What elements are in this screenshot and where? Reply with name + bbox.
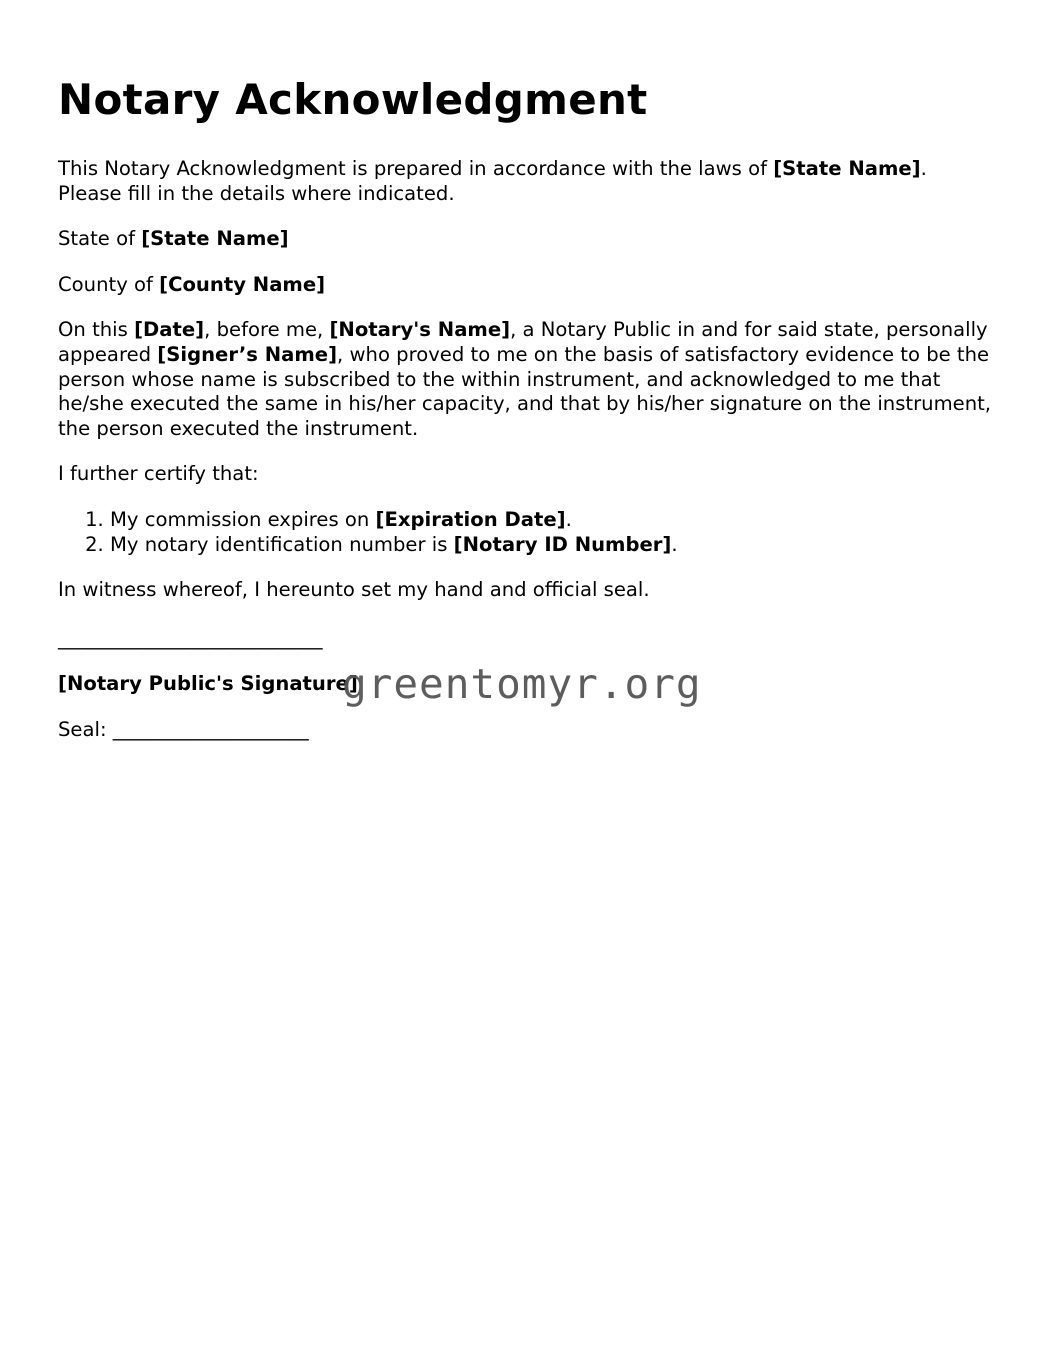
signature-line: ___________________________	[58, 626, 323, 650]
witness-statement: In witness whereof, I hereunto set my hand and official seal.	[58, 578, 650, 602]
acknowledgment-paragraph: On this [Date], before me, [Notary's Name], a Notary Public in and for said state, personally appeared [Signer’s Name], who proved to me on the basis of satisfactory evidence to be the person whose name is subscribed to the within instrument, and acknowledged to me that he/she executed the same in his/her capacity, and that by his/her signature on the instrument, the person executed the instrument.	[58, 318, 992, 440]
watermark: greentomyr.org	[342, 660, 702, 708]
county-name-placeholder: [County Name]	[159, 272, 326, 296]
seal-line: Seal: ____________________	[58, 717, 309, 741]
list-item: 2. My notary identification number is [Notary ID Number].	[110, 533, 998, 558]
certify-intro: I further certify that:	[58, 462, 259, 486]
date-placeholder: [Date]	[134, 318, 205, 342]
certify-list	[58, 508, 998, 557]
state-line: State of [State Name]	[58, 227, 289, 251]
signature-label: [Notary Public's Signature]	[58, 672, 358, 696]
state-name-placeholder: [State Name]	[141, 227, 289, 251]
signer-name-placeholder: [Signer’s Name]	[157, 342, 338, 366]
state-placeholder: [State Name]	[773, 157, 921, 180]
notary-name-placeholder: [Notary's Name]	[329, 318, 511, 342]
notary-id-placeholder: [Notary ID Number]	[453, 532, 672, 556]
expiration-date-placeholder: [Expiration Date]	[375, 507, 566, 531]
county-line: County of [County Name]	[58, 272, 326, 296]
document-title: Notary Acknowledgment	[58, 75, 648, 124]
intro-paragraph: This Notary Acknowledgment is prepared in accordance with the laws of [State Name]. Please fill in the details where indicated.	[58, 157, 927, 205]
list-item: 1. My commission expires on [Expiration Date].	[110, 508, 998, 533]
